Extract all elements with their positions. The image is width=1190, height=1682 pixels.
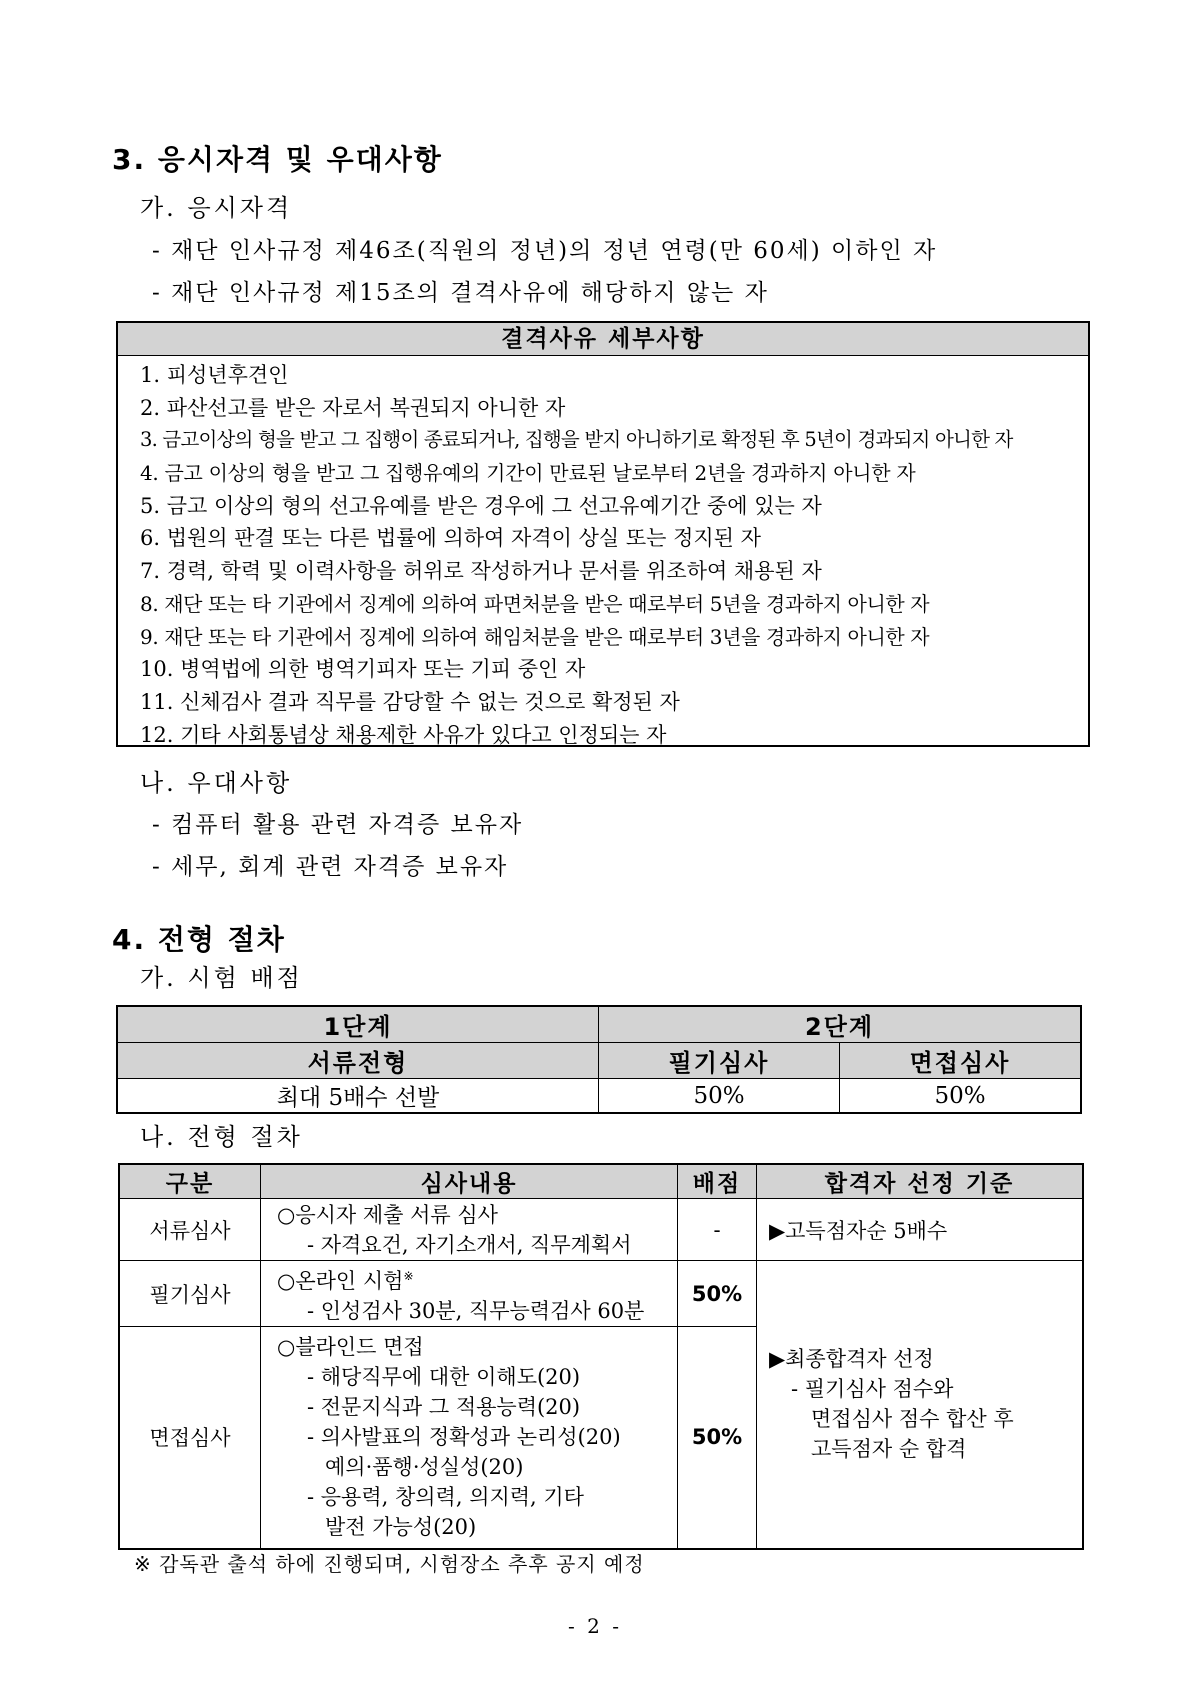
row-score: - bbox=[678, 1199, 757, 1261]
row-score: 50% bbox=[678, 1261, 757, 1327]
reason-item: 9. 재단 또는 타 기관에서 징계에 의하여 해임처분을 받은 때로부터 3년을 경과하지 아니한 자 bbox=[140, 624, 930, 649]
content-text: ○온라인 시험 bbox=[277, 1269, 404, 1293]
row-content bbox=[261, 1261, 678, 1327]
stage-2-header: 2단계 bbox=[599, 1006, 1082, 1043]
content-line: - 전문지식과 그 적용능력(20) bbox=[307, 1395, 581, 1420]
col-score-header: 배점 bbox=[678, 1164, 757, 1199]
content-line bbox=[277, 1261, 677, 1296]
criteria-line: - 필기심사 점수와 bbox=[791, 1377, 954, 1402]
reason-item: 4. 금고 이상의 형을 받고 그 집행유예의 기간이 만료된 날로부터 2년을 경과하지 아니한 자 bbox=[140, 461, 916, 486]
reason-item: 3. 금고이상의 형을 받고 그 집행이 종료되거나, 집행을 받지 아니하기로 확정된 후 5년이 경과되지 아니한 자 bbox=[140, 428, 1013, 452]
row-content bbox=[261, 1199, 678, 1261]
preference-item: - 세무, 회계 관련 자격증 보유자 bbox=[152, 854, 509, 880]
criteria-line: 고득점자 순 합격 bbox=[811, 1437, 967, 1462]
criteria-line: ▶최종합격자 선정 bbox=[769, 1347, 934, 1372]
content-line: - 인성검사 30분, 직무능력검사 60분 bbox=[307, 1299, 645, 1323]
col-content-header: 심사내용 bbox=[261, 1164, 678, 1199]
section-3-title: 3. 응시자격 및 우대사항 bbox=[112, 143, 443, 176]
procedure-table bbox=[118, 1163, 1084, 1550]
criteria-line: 면접심사 점수 합산 후 bbox=[811, 1407, 1014, 1432]
row-content bbox=[261, 1327, 678, 1549]
eligibility-item: - 재단 인사규정 제46조(직원의 정년)의 정년 연령(만 60세) 이하인 자 bbox=[152, 238, 938, 264]
footnote: ※ 감독관 출석 하에 진행되며, 시험장소 추후 공지 예정 bbox=[134, 1552, 645, 1576]
content-line: - 자격요건, 자기소개서, 직무계획서 bbox=[307, 1232, 632, 1257]
score-heading: 가. 시험 배점 bbox=[140, 964, 303, 992]
preference-item: - 컴퓨터 활용 관련 자격증 보유자 bbox=[152, 812, 524, 838]
final-criteria bbox=[757, 1261, 1084, 1549]
row-score: 50% bbox=[678, 1327, 757, 1549]
document-screening-header: 서류전형 bbox=[117, 1043, 599, 1079]
eligibility-item: - 재단 인사규정 제15조의 결격사유에 해당하지 않는 자 bbox=[152, 280, 769, 306]
reason-item: 12. 기타 사회통념상 채용제한 사유가 있다고 인정되는 자 bbox=[140, 722, 667, 747]
reason-item: 10. 병역법에 의한 병역기피자 또는 기피 중인 자 bbox=[140, 657, 586, 682]
content-line: ○블라인드 면접 bbox=[277, 1335, 424, 1360]
written-exam-header: 필기심사 bbox=[599, 1043, 840, 1079]
footnote-mark: ※ bbox=[403, 1269, 414, 1283]
interview-value: 50% bbox=[840, 1079, 1082, 1114]
content-line: - 의사발표의 정확성과 논리성(20) bbox=[307, 1425, 621, 1450]
row-category: 필기심사 bbox=[119, 1261, 261, 1327]
disqualification-box-title: 결격사유 세부사항 bbox=[118, 323, 1088, 356]
reason-item: 5. 금고 이상의 형의 선고유예를 받은 경우에 그 선고유예기간 중에 있는 자 bbox=[140, 493, 822, 518]
preference-heading: 나. 우대사항 bbox=[140, 769, 293, 797]
reason-item: 7. 경력, 학력 및 이력사항을 허위로 작성하거나 문서를 위조하여 채용된 자 bbox=[140, 559, 822, 584]
row-category: 서류심사 bbox=[119, 1199, 261, 1261]
page-number: - 2 - bbox=[568, 1614, 622, 1638]
stage-1-header: 1단계 bbox=[117, 1006, 599, 1043]
interview-header: 면접심사 bbox=[840, 1043, 1082, 1079]
section-4-title: 4. 전형 절차 bbox=[112, 923, 286, 956]
procedure-heading: 나. 전형 절차 bbox=[140, 1123, 303, 1151]
content-line: ○응시자 제출 서류 심사 bbox=[277, 1202, 498, 1227]
content-line: - 해당직무에 대한 이해도(20) bbox=[307, 1365, 581, 1390]
col-criteria-header: 합격자 선정 기준 bbox=[757, 1164, 1084, 1199]
score-table bbox=[116, 1005, 1082, 1114]
row-criteria: ▶고득점자순 5배수 bbox=[757, 1199, 1084, 1261]
document-screening-value: 최대 5배수 선발 bbox=[117, 1079, 599, 1114]
written-exam-value: 50% bbox=[599, 1079, 840, 1114]
row-category: 면접심사 bbox=[119, 1327, 261, 1549]
reason-item: 6. 법원의 판결 또는 다른 법률에 의하여 자격이 상실 또는 정지된 자 bbox=[140, 526, 761, 551]
reason-item: 1. 피성년후견인 bbox=[140, 363, 289, 387]
reason-item: 2. 파산선고를 받은 자로서 복권되지 아니한 자 bbox=[140, 395, 566, 420]
reason-item: 8. 재단 또는 타 기관에서 징계에 의하여 파면처분을 받은 때로부터 5년을 경과하지 아니한 자 bbox=[140, 591, 930, 616]
eligibility-heading: 가. 응시자격 bbox=[140, 194, 293, 222]
content-line: 예의·품행·성실성(20) bbox=[325, 1455, 524, 1480]
disqualification-box bbox=[116, 321, 1090, 747]
reason-item: 11. 신체검사 결과 직무를 감당할 수 없는 것으로 확정된 자 bbox=[140, 689, 680, 714]
content-line: - 응용력, 창의력, 의지력, 기타 bbox=[307, 1485, 584, 1510]
col-category-header: 구분 bbox=[119, 1164, 261, 1199]
content-line: 발전 가능성(20) bbox=[325, 1515, 477, 1540]
